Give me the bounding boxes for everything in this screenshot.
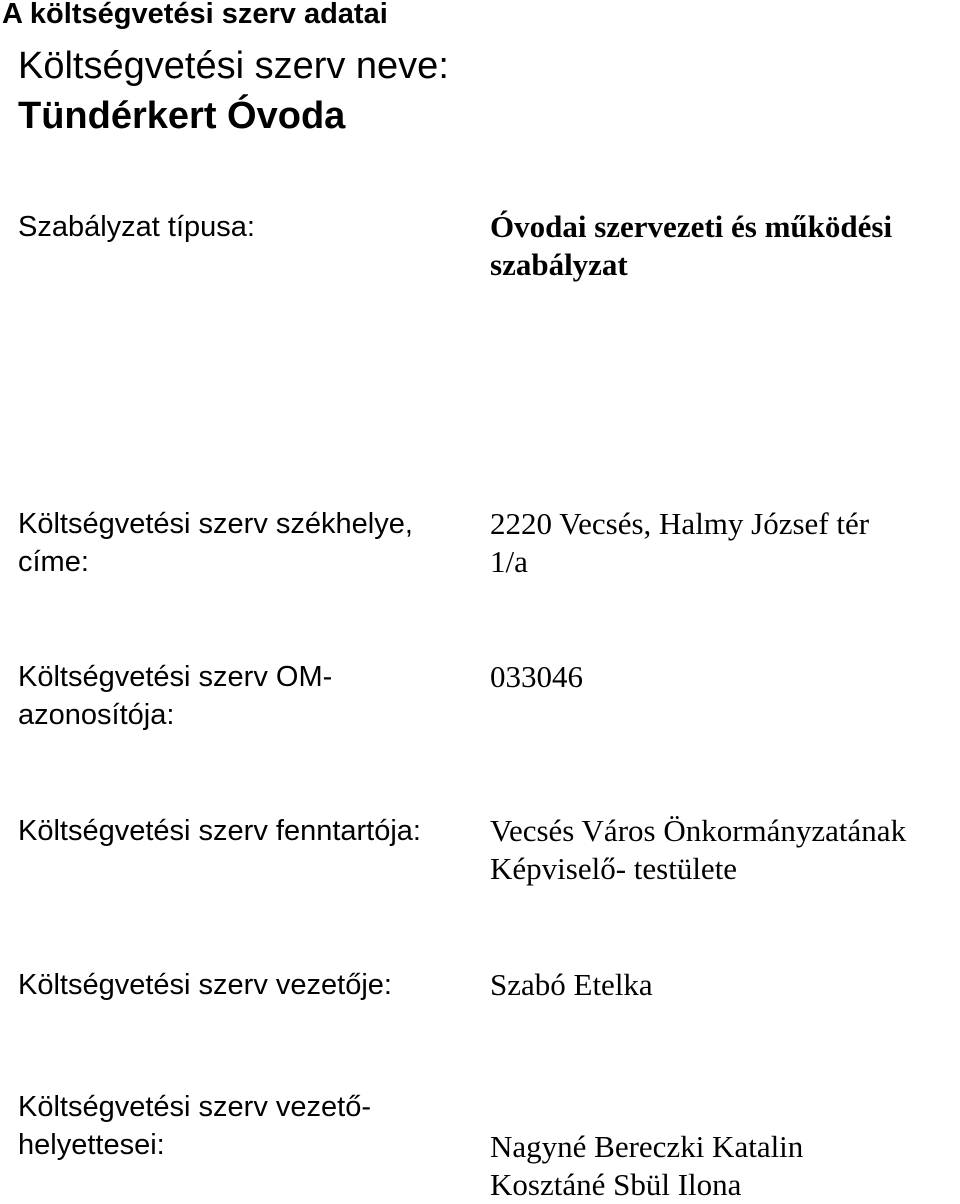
headquarters-value: [490, 505, 960, 581]
director-label: [18, 966, 478, 1004]
value-line: 1/a: [490, 544, 528, 579]
value-line: Kosztáné Sbül Ilona: [490, 1167, 742, 1202]
label-line: helyettesei:: [18, 1129, 165, 1161]
section-heading: A költségvetési szerv adatai: [2, 0, 388, 30]
deputies-label: [18, 1088, 478, 1164]
label-line: Költségvetési szerv vezetője:: [18, 969, 392, 1001]
label-line: azonosítója:: [18, 699, 175, 731]
value-line: Óvodai szervezeti és működési: [490, 209, 893, 244]
label-line: Költségvetési szerv székhelye,: [18, 508, 413, 540]
value-line: Képviselő- testülete: [490, 851, 738, 886]
deputies-value: [490, 1128, 960, 1204]
label-line: címe:: [18, 546, 89, 578]
label-line: Költségvetési szerv OM-: [18, 661, 333, 693]
value-line: Vecsés Város Önkormányzatának: [490, 813, 907, 848]
org-name-value: Tündérkert Óvoda: [18, 95, 346, 137]
maintainer-value: [490, 812, 960, 888]
value-line: Szabó Etelka: [490, 967, 653, 1002]
value-line: Nagyné Bereczki Katalin: [490, 1129, 804, 1164]
om-id-value: [490, 658, 960, 696]
value-line: szabályzat: [490, 247, 628, 282]
director-value: [490, 966, 960, 1004]
label-line: Szabályzat típusa:: [18, 211, 255, 243]
headquarters-label: [18, 505, 478, 581]
om-id-label: [18, 658, 478, 734]
maintainer-label: [18, 812, 478, 850]
regulation-type-value: [490, 208, 960, 284]
label-line: Költségvetési szerv fenntartója:: [18, 815, 421, 847]
regulation-type-label: [18, 208, 478, 246]
value-line: 2220 Vecsés, Halmy József tér: [490, 506, 870, 541]
value-line: 033046: [490, 659, 583, 694]
org-name-label: Költségvetési szerv neve:: [18, 45, 449, 87]
label-line: Költségvetési szerv vezető-: [18, 1091, 371, 1123]
